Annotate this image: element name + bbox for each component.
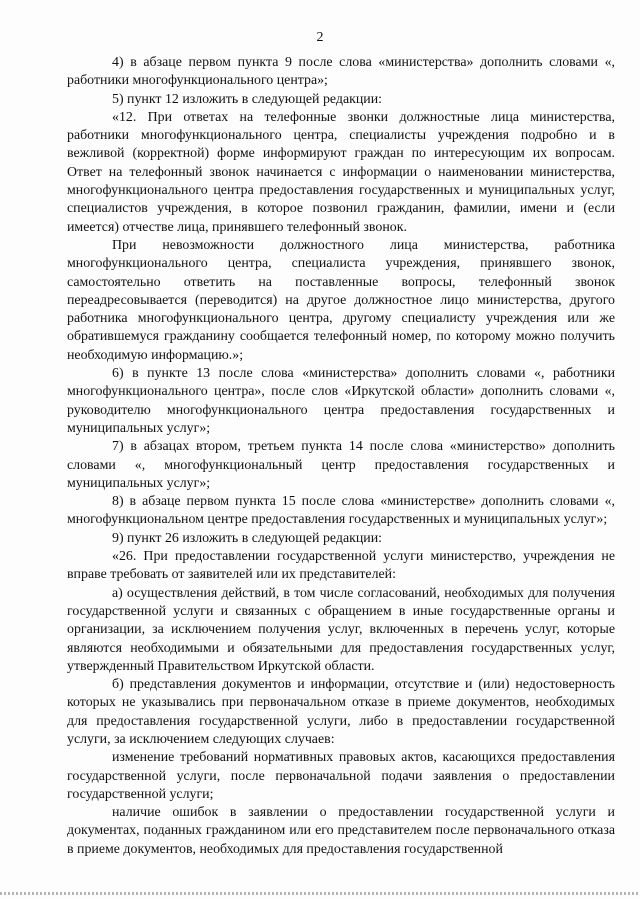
paragraph-item-7: 7) в абзацах втором, третьем пункта 14 после слова «министерство» дополнить словами «, многофункциональный центр предоставления государственных и муниципальных услуг»; xyxy=(67,439,615,491)
paragraph-subitem-a: а) осуществления действий, в том числе согласований, необходимых для получения государственной услуги и связанных с обращением в иные государственные органы и организации, за исключением получения услуг, включенных в перечень услуг, которые являются необходимыми и обязательными для предоставления государственных услуг, утвержденный Правительством Иркутской области. xyxy=(67,585,615,674)
scan-bottom-edge xyxy=(0,892,640,895)
paragraph-case-errors: наличие ошибок в заявлении о предоставлении государственной услуги и документах, поданных гражданином или его представителем после первоначального отказа в приеме документов, необходимых для предоставления государственной xyxy=(67,805,615,857)
document-body xyxy=(67,54,615,859)
paragraph-item-9: 9) пункт 26 изложить в следующей редакции: xyxy=(112,530,383,546)
paragraph-item-8: 8) в абзаце первом пункта 15 после слова «министерстве» дополнить словами «, многофункциональном центре предоставления государственных и муниципальных услуг»; xyxy=(67,494,615,528)
page-number: 2 xyxy=(316,30,324,45)
paragraph-quote-26: «26. При предоставлении государственной услуги министерство, учреждения не вправе требовать от заявителей или их представителей: xyxy=(67,549,615,583)
paragraph-item-6: 6) в пункте 13 после слова «министерства» дополнить словами «, работники многофункционального центра», после слов «Иркутской области» дополнить словами «, руководителю многофункционального центра предоставления государственных и муниципальных услуг»; xyxy=(67,366,615,436)
paragraph-subitem-b: б) представления документов и информации, отсутствие и (или) недостоверность которых не указывались при первоначальном отказе в приеме документов, необходимых для предоставления государственной услуги, либо в предоставлении государственной услуги, за исключением следующих случаев: xyxy=(67,677,615,747)
paragraph-redirect-call: При невозможности должностного лица министерства, работника многофункционального центра, специалиста учреждения, принявшего звонок, самостоятельно ответить на поставленные вопросы, телефонный звонок переадресовывается (переводится) на другое должностное лицо министерства, другого работника многофункционального центра, другому специалисту учреждения или же обратившемуся гражданину сообщается телефонный номер, по которому можно получить необходимую информацию.»; xyxy=(67,237,615,363)
paragraph-quote-12: «12. При ответах на телефонные звонки должностные лица министерства, работники многофункционального центра, специалисты учреждения подробно и в вежливой (корректной) форме информируют граждан по интересующим их вопросам. Ответ на телефонный звонок начинается с информации о наименовании министерства, многофункционального центра предоставления государственных и муниципальных услуг, специалистов учреждения, в которое позвонил гражданин, фамилии, имени и (если имеется) отчестве лица, принявшего телефонный звонок. xyxy=(67,109,615,235)
paragraph-item-5: 5) пункт 12 изложить в следующей редакции: xyxy=(112,91,383,107)
paragraph-case-requirements-change: изменение требований нормативных правовых актов, касающихся предоставления государственной услуги, после первоначальной подачи заявления о предоставлении государственной услуги; xyxy=(67,750,615,802)
paragraph-item-4: 4) в абзаце первом пункта 9 после слова «министерства» дополнить словами «, работники многофункционального центра»; xyxy=(67,55,615,89)
